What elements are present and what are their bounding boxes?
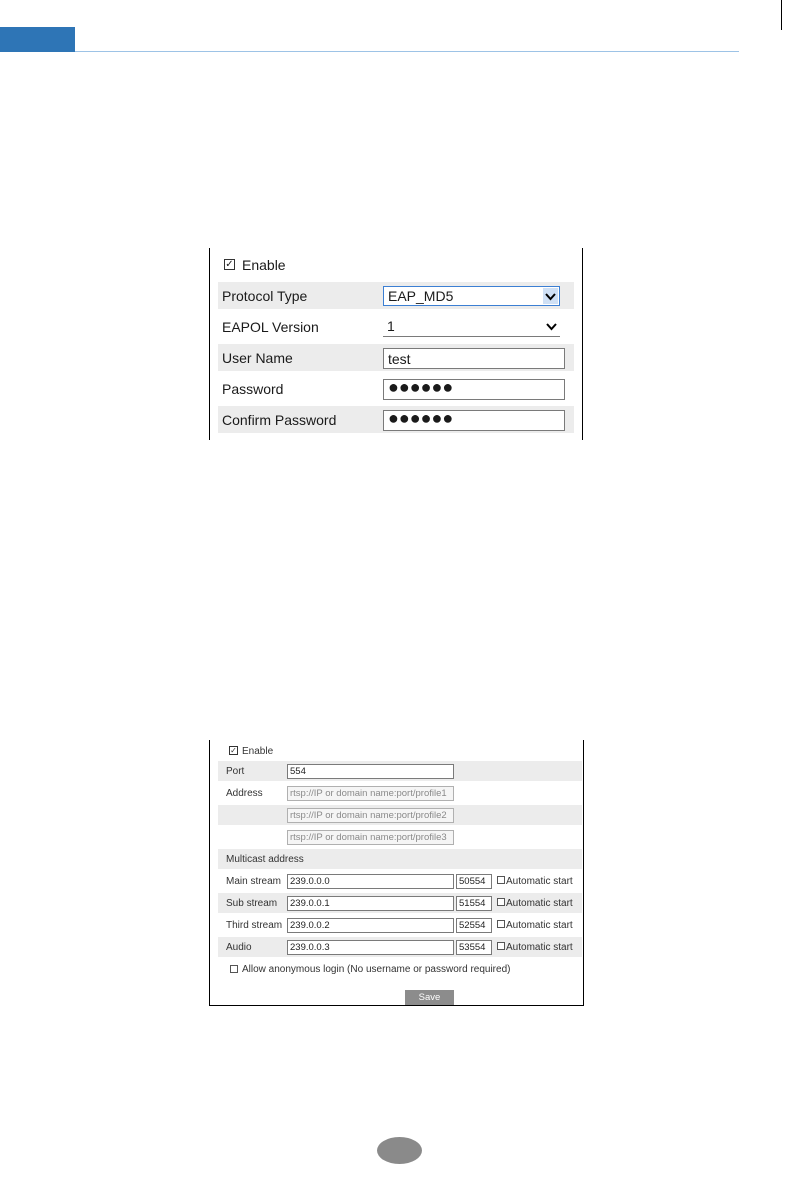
user-name-input[interactable] (383, 348, 565, 369)
port-label: Port (226, 766, 245, 777)
password-label: Password (222, 381, 284, 397)
chevron-down-icon (543, 288, 558, 304)
audio-port-input[interactable]: 53554 (456, 940, 492, 955)
address-row-3 (218, 827, 582, 847)
stream-row-third (218, 915, 582, 935)
main-stream-auto-start[interactable] (497, 876, 573, 887)
stream-row-sub (218, 893, 582, 913)
port-input[interactable]: 554 (287, 764, 454, 779)
page-number-badge (377, 1137, 422, 1164)
password-row (218, 375, 574, 402)
sub-stream-address-input[interactable]: 239.0.0.1 (287, 896, 454, 911)
enable-checkbox[interactable]: ✓ (225, 259, 234, 270)
user-name-label: User Name (222, 350, 293, 366)
auto-start-label: Automatic start (506, 876, 573, 887)
protocol-type-row (218, 282, 574, 309)
third-stream-auto-start[interactable] (497, 920, 573, 931)
port-row (218, 761, 582, 781)
auto-start-checkbox[interactable] (497, 876, 505, 884)
save-button[interactable]: Save (405, 990, 454, 1005)
rtsp-settings-panel (209, 740, 584, 1006)
address-row-2 (218, 805, 582, 825)
auto-start-label: Automatic start (506, 942, 573, 953)
eapol-version-select[interactable] (383, 317, 560, 337)
stream-row-audio (218, 937, 582, 957)
address-input-2[interactable]: rtsp://IP or domain name:port/profile2 (287, 808, 454, 823)
header-rule (75, 51, 739, 52)
eapol-version-value: 1 (387, 318, 395, 334)
main-stream-port-input[interactable]: 50554 (456, 874, 492, 889)
crop-mark (781, 0, 782, 30)
enable-row (218, 251, 574, 278)
address-label: Address (226, 788, 263, 799)
dot1x-settings-panel (209, 248, 583, 440)
password-value: ●●●●●● (388, 377, 454, 397)
audio-address-input[interactable]: 239.0.0.3 (287, 940, 454, 955)
stream-row-main (218, 871, 582, 891)
auto-start-checkbox[interactable] (497, 942, 505, 950)
sub-stream-auto-start[interactable] (497, 898, 573, 909)
user-name-row (218, 344, 574, 371)
multicast-label: Multicast address (226, 854, 304, 865)
address-input-3[interactable]: rtsp://IP or domain name:port/profile3 (287, 830, 454, 845)
third-stream-label: Third stream (226, 920, 283, 931)
confirm-password-label: Confirm Password (222, 412, 337, 428)
sub-stream-port-input[interactable]: 51554 (456, 896, 492, 911)
audio-label: Audio (226, 942, 252, 953)
address-row-1 (218, 783, 582, 803)
multicast-header-row (218, 849, 582, 869)
protocol-type-value: EAP_MD5 (388, 288, 454, 304)
auto-start-label: Automatic start (506, 898, 573, 909)
eapol-version-row (218, 313, 574, 340)
anonymous-login-label: Allow anonymous login (No username or password required) (242, 964, 511, 975)
header-color-block (0, 27, 75, 52)
anonymous-login-row (218, 959, 582, 979)
rtsp-enable-row (218, 741, 582, 761)
confirm-password-input[interactable] (383, 410, 565, 431)
audio-auto-start[interactable] (497, 942, 573, 953)
rtsp-enable-checkbox[interactable]: ✓ (230, 746, 237, 755)
password-input[interactable] (383, 379, 565, 400)
chevron-down-icon (544, 318, 559, 334)
auto-start-checkbox[interactable] (497, 920, 505, 928)
third-stream-port-input[interactable]: 52554 (456, 918, 492, 933)
anonymous-login-checkbox[interactable] (230, 965, 238, 973)
confirm-password-row (218, 406, 574, 433)
auto-start-label: Automatic start (506, 920, 573, 931)
sub-stream-label: Sub stream (226, 898, 278, 909)
eapol-version-label: EAPOL Version (222, 319, 319, 335)
main-stream-address-input[interactable]: 239.0.0.0 (287, 874, 454, 889)
enable-label: Enable (242, 257, 286, 273)
rtsp-enable-label: Enable (242, 746, 274, 757)
third-stream-address-input[interactable]: 239.0.0.2 (287, 918, 454, 933)
protocol-type-select[interactable] (383, 286, 560, 306)
user-name-value: test (388, 351, 411, 367)
address-input-1[interactable]: rtsp://IP or domain name:port/profile1 (287, 786, 454, 801)
protocol-type-label: Protocol Type (222, 288, 308, 304)
confirm-password-value: ●●●●●● (388, 408, 454, 428)
main-stream-label: Main stream (226, 876, 282, 887)
auto-start-checkbox[interactable] (497, 898, 505, 906)
